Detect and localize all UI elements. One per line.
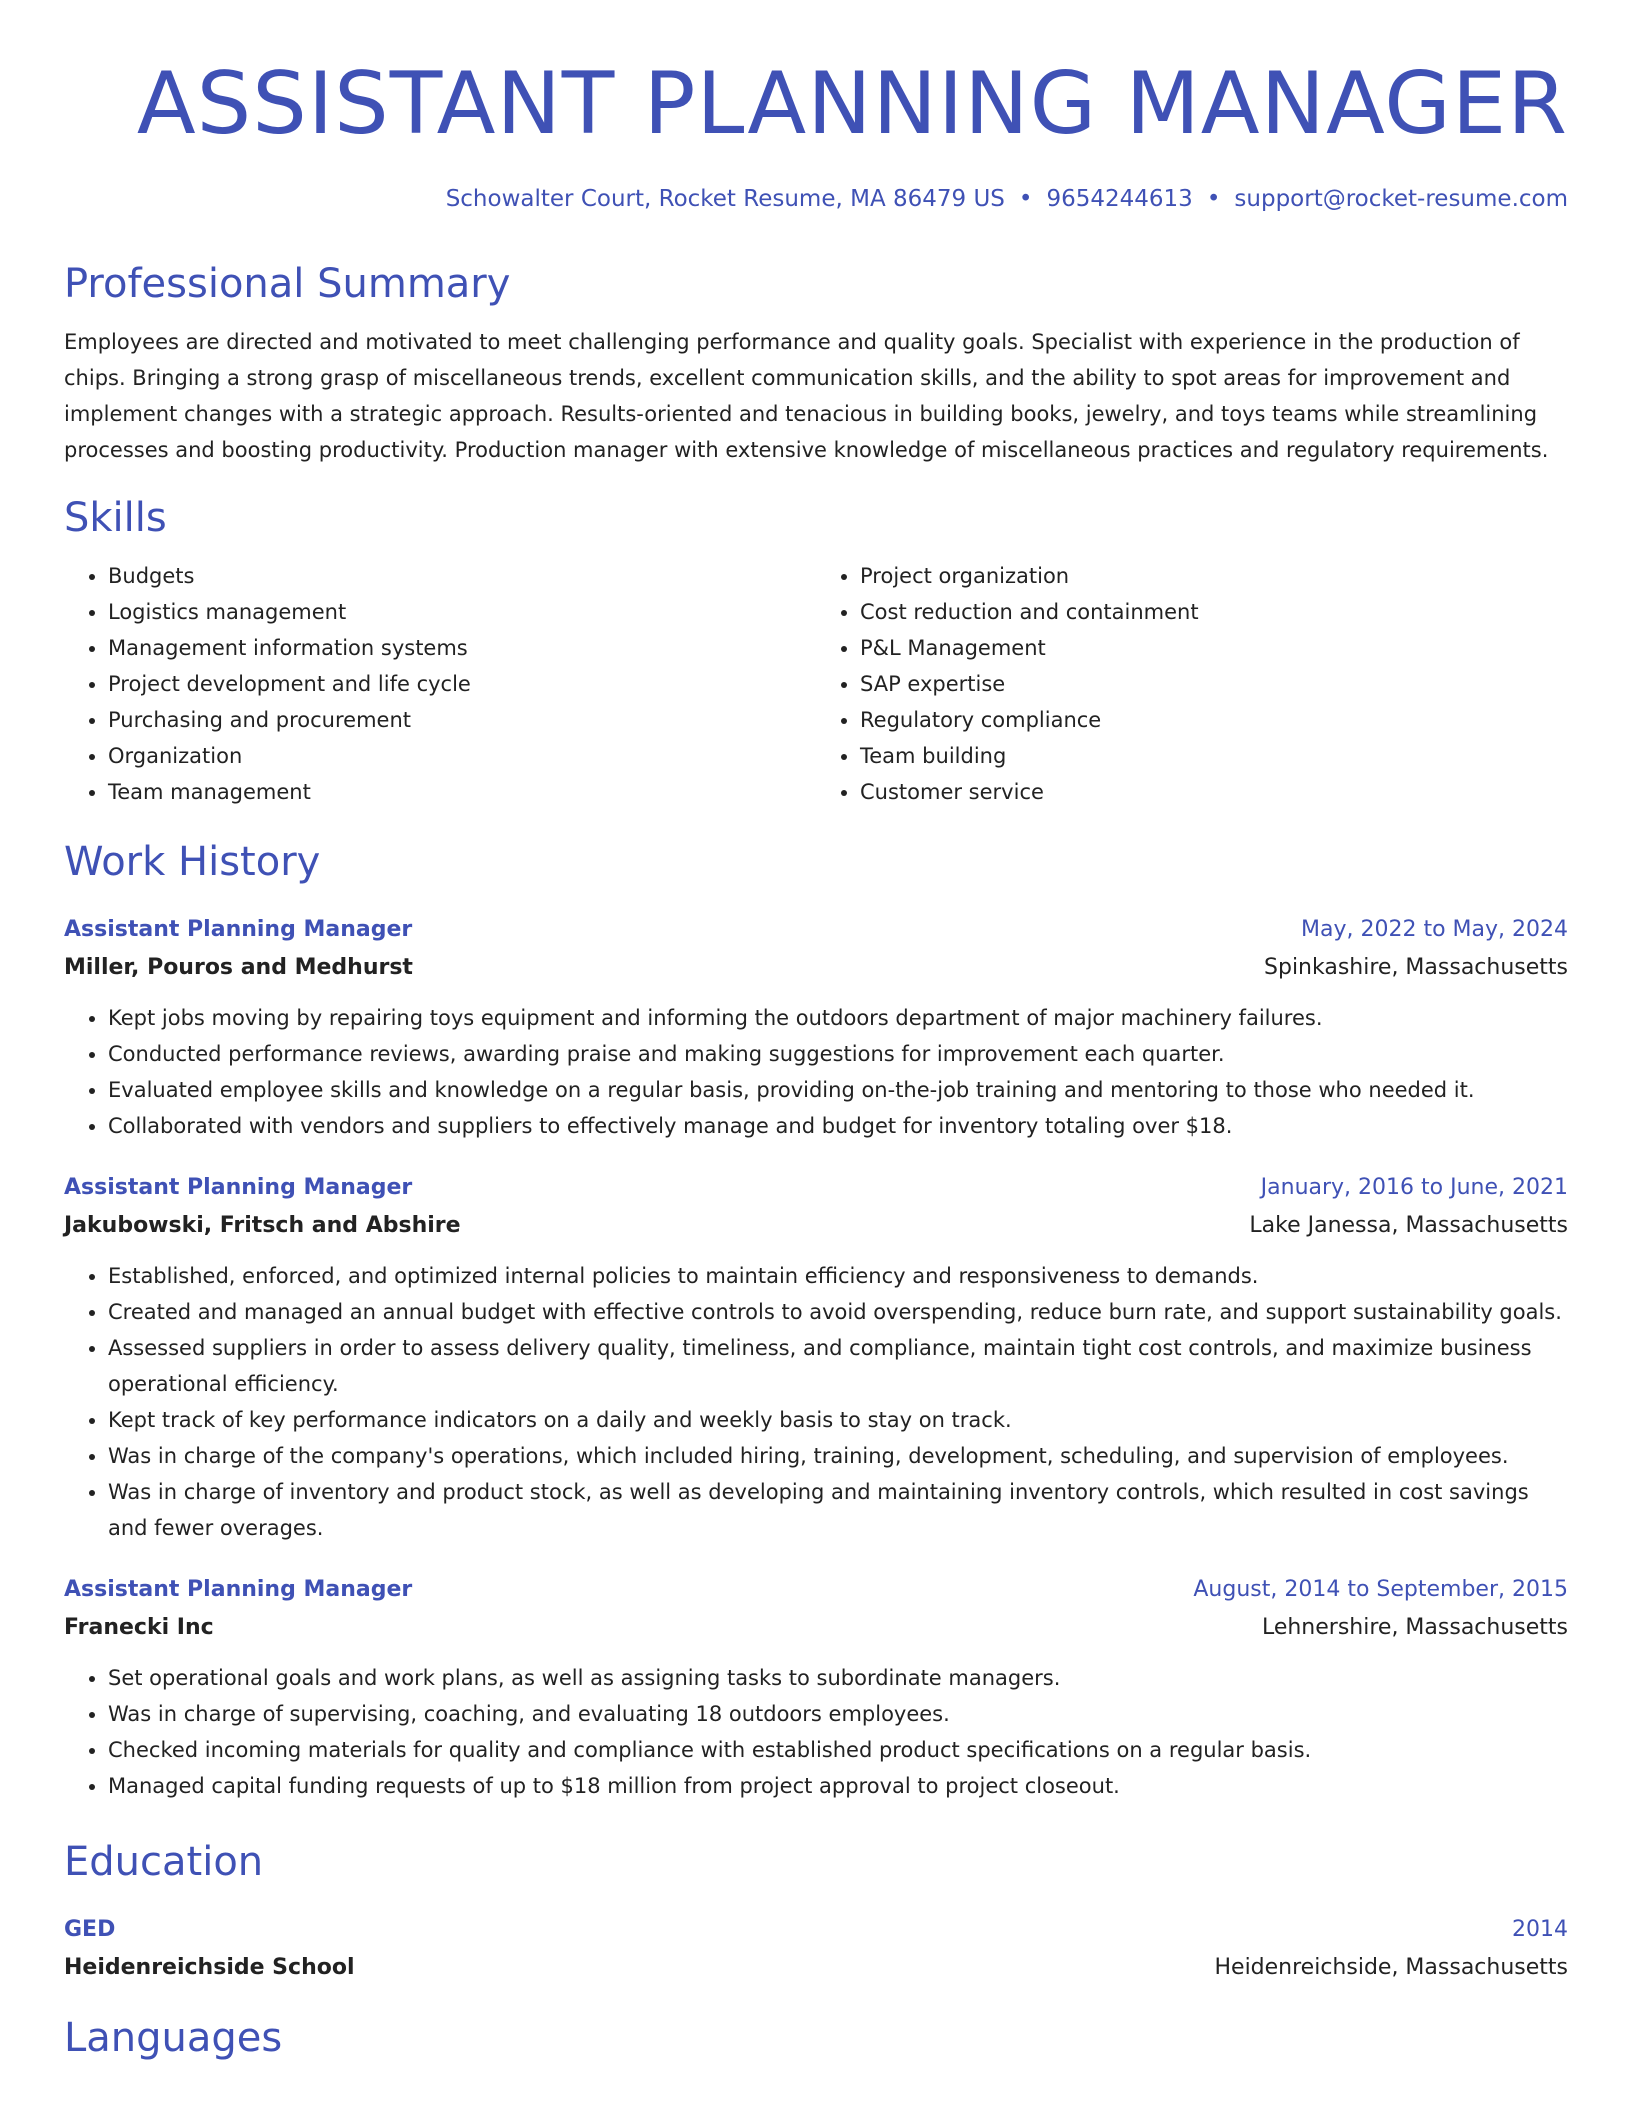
job-title: Assistant Planning Manager [64, 917, 413, 942]
job-bullet: • Kept jobs moving by repairing toys equipment and informing the outdoors department of major machinery failures. [108, 1000, 1568, 1036]
job-entry [64, 1572, 1568, 1804]
job-dates: May, 2022 to May, 2024 [1301, 917, 1568, 942]
job-header-row [64, 1170, 1568, 1206]
skill-item: • Logistics management [108, 594, 816, 630]
job-location: Lehnershire, Massachusetts [1261, 1615, 1568, 1640]
languages-heading: Languages [64, 2015, 283, 2061]
job-bullet: • Evaluated employee skills and knowledge on a regular basis, providing on-the-job training and mentoring to those who needed it. [108, 1072, 1568, 1108]
summary-heading: Professional Summary [64, 261, 511, 307]
job-bullet: • Created and managed an annual budget with effective controls to avoid overspending, reduce burn rate, and support sustainability goals. [108, 1294, 1568, 1330]
skill-item: • Regulatory compliance [860, 702, 1568, 738]
contact-email[interactable]: support@rocket-resume.com [1234, 186, 1568, 212]
education-location: Heidenreichside, Massachusetts [1214, 1955, 1568, 1980]
contact-line [64, 184, 1568, 214]
job-company: Miller, Pouros and Medhurst [64, 955, 413, 980]
education-degree: GED [64, 1917, 116, 1942]
contact-phone: 9654244613 [1046, 186, 1193, 212]
job-bullet: • Kept track of key performance indicators on a daily and weekly basis to stay on track. [108, 1402, 1568, 1438]
education-school-row [64, 1950, 1568, 1986]
job-bullet: • Collaborated with vendors and suppliers to effectively manage and budget for inventory totaling over $18. [108, 1108, 1568, 1144]
job-bullet: • Was in charge of the company's operations, which included hiring, training, development, scheduling, and supervision of employees. [108, 1438, 1568, 1474]
skill-item: • Organization [108, 738, 816, 774]
job-title: Assistant Planning Manager [64, 1175, 413, 1200]
education-heading: Education [64, 1839, 264, 1885]
skill-item: • Project development and life cycle [108, 666, 816, 702]
skill-item: • P&L Management [860, 630, 1568, 666]
job-bullet: • Conducted performance reviews, awarding praise and making suggestions for improvement each quarter. [108, 1036, 1568, 1072]
job-dates: August, 2014 to September, 2015 [1193, 1577, 1568, 1602]
job-bullet: • Established, enforced, and optimized internal policies to maintain efficiency and responsiveness to demands. [108, 1258, 1568, 1294]
job-header-row [64, 912, 1568, 948]
skill-item: • Budgets [108, 558, 816, 594]
job-bullet: • Was in charge of supervising, coaching, and evaluating 18 outdoors employees. [108, 1696, 1568, 1732]
contact-separator: • [1206, 186, 1221, 212]
skills-column-left [64, 558, 816, 810]
skill-item: • Customer service [860, 774, 1568, 810]
job-bullet: • Managed capital funding requests of up to $18 million from project approval to project closeout. [108, 1768, 1568, 1804]
education-year: 2014 [1512, 1917, 1568, 1942]
job-bullets [64, 1000, 1568, 1144]
skills-column-right [816, 558, 1568, 810]
work-history-heading: Work History [64, 839, 321, 885]
job-dates: January, 2016 to June, 2021 [1260, 1175, 1568, 1200]
candidate-name: ASSISTANT PLANNING MANAGER [136, 54, 1568, 154]
contact-separator: • [1018, 186, 1033, 212]
job-bullets [64, 1258, 1568, 1546]
skill-item: • Management information systems [108, 630, 816, 666]
job-company: Jakubowski, Fritsch and Abshire [64, 1213, 461, 1238]
job-bullet: • Assessed suppliers in order to assess delivery quality, timeliness, and compliance, maintain tight cost controls, and maximize business operational efficiency. [108, 1330, 1568, 1402]
skill-item: • SAP expertise [860, 666, 1568, 702]
skill-item: • Purchasing and procurement [108, 702, 816, 738]
job-location: Spinkashire, Massachusetts [1264, 955, 1568, 980]
job-company-row [64, 950, 1568, 986]
education-entry [64, 1912, 1568, 1986]
education-header-row [64, 1912, 1568, 1948]
job-bullet: • Set operational goals and work plans, as well as assigning tasks to subordinate managers. [108, 1660, 1568, 1696]
job-header-row [64, 1572, 1568, 1608]
job-company-row [64, 1610, 1568, 1646]
contact-address: Schowalter Court, Rocket Resume, MA 86479 US [445, 186, 1005, 212]
skills-heading: Skills [64, 495, 167, 541]
summary-text: Employees are directed and motivated to meet challenging performance and quality goals. Specialist with experience in the production of chips. Bringing a strong grasp of miscellaneous trends, excellent communication skills, and the ability to spot areas for improvement and implement changes with a strategic approach. Results-oriented and tenacious in building books, jewelry, and toys teams while streamlining processes and boosting productivity. Production manager with extensive knowledge of miscellaneous practices and regulatory requirements. [64, 330, 1549, 462]
skills-list [64, 558, 1568, 810]
skill-item: • Team management [108, 774, 816, 810]
job-bullets [64, 1660, 1568, 1804]
skill-item: • Cost reduction and containment [860, 594, 1568, 630]
skill-item: • Team building [860, 738, 1568, 774]
education-school: Heidenreichside School [64, 1955, 355, 1980]
skill-item: • Project organization [860, 558, 1568, 594]
job-bullet: • Was in charge of inventory and product stock, as well as developing and maintaining inventory controls, which resulted in cost savings and fewer overages. [108, 1474, 1568, 1546]
job-bullet: • Checked incoming materials for quality and compliance with established product specifications on a regular basis. [108, 1732, 1568, 1768]
job-entry [64, 1170, 1568, 1546]
job-location: Lake Janessa, Massachusetts [1249, 1213, 1568, 1238]
job-company: Franecki Inc [64, 1615, 214, 1640]
job-title: Assistant Planning Manager [64, 1577, 413, 1602]
job-entry [64, 912, 1568, 1144]
job-company-row [64, 1208, 1568, 1244]
